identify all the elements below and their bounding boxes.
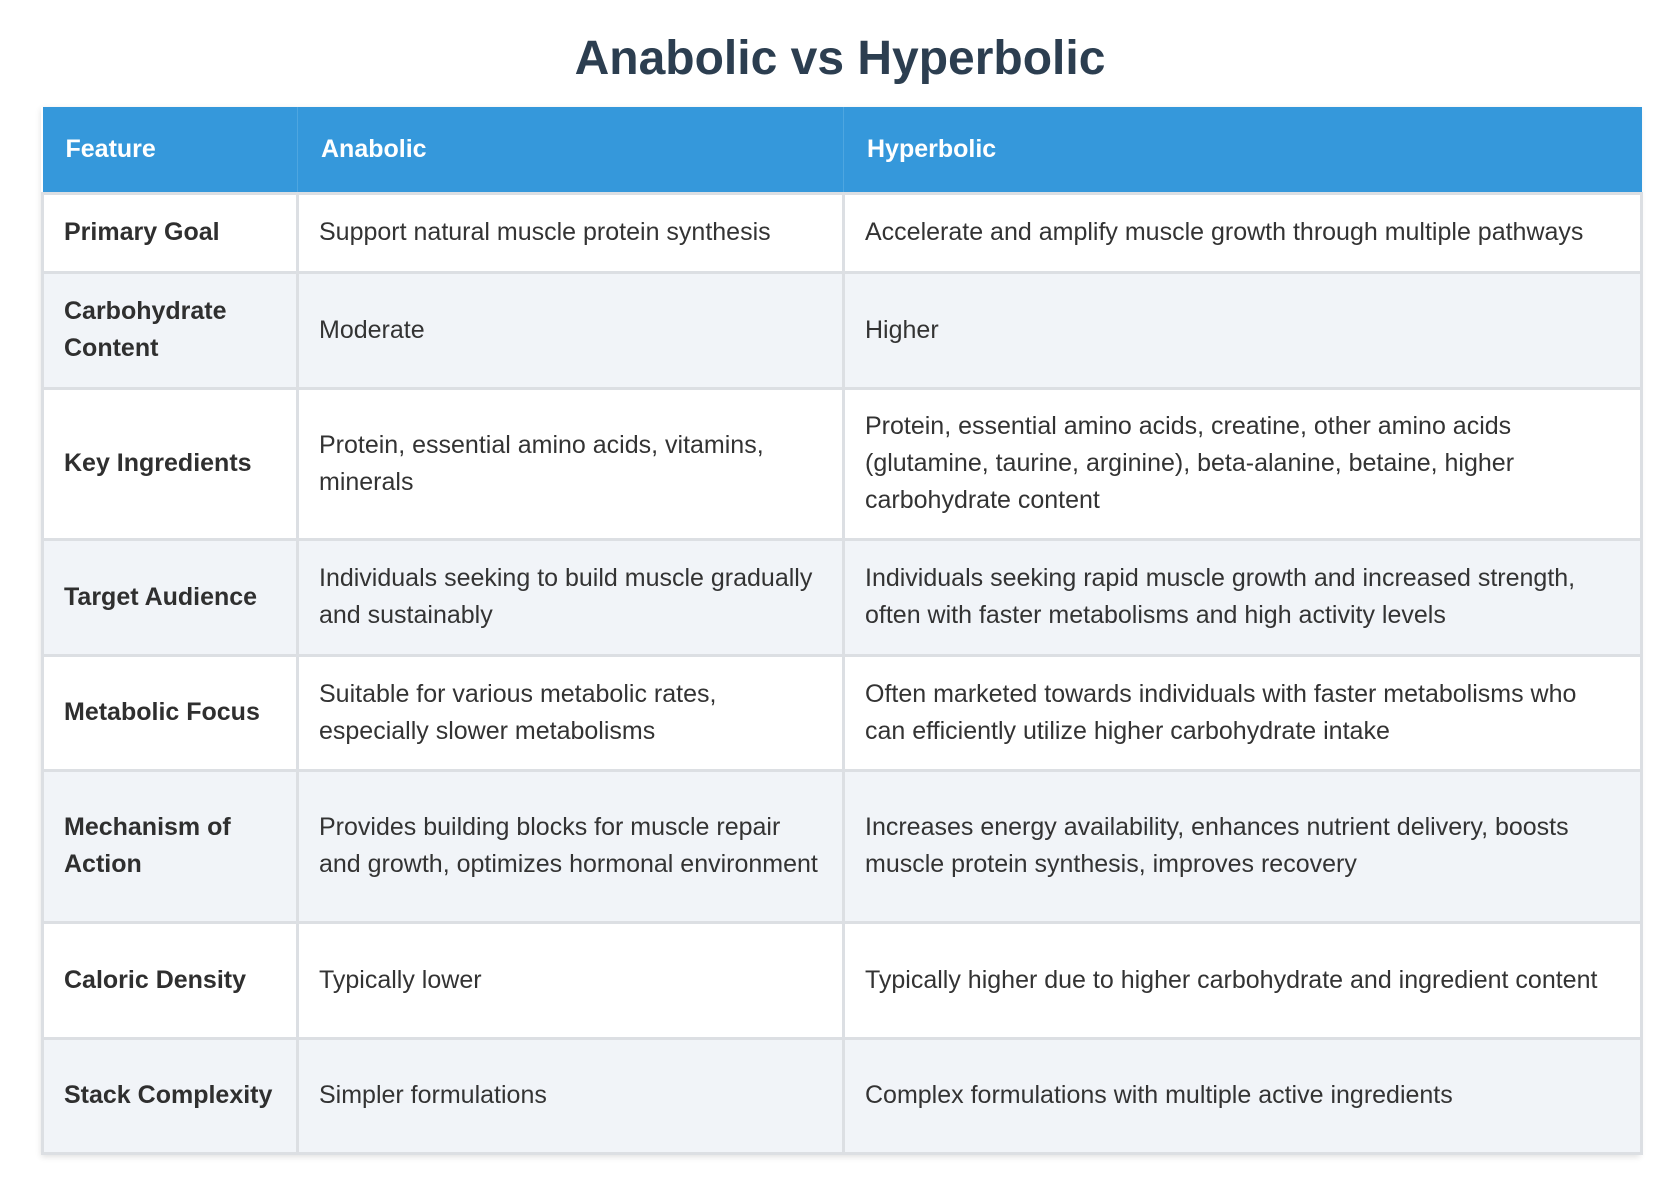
comparison-table [41,107,1643,1155]
header-feature: Feature [43,107,298,193]
anabolic-cell: Simpler formulations [298,1038,844,1153]
hyperbolic-cell: Individuals seeking rapid muscle growth and increased strength, often with faster metabolisms and high activity levels [844,539,1642,655]
header-anabolic: Anabolic [298,107,844,193]
table-row [43,388,1642,539]
feature-cell: Caloric Density [43,922,298,1038]
table-row [43,922,1642,1038]
table-header [43,107,1642,193]
feature-cell: Key Ingredients [43,388,298,539]
table-row [43,539,1642,655]
anabolic-cell: Individuals seeking to build muscle gradually and sustainably [298,539,844,655]
feature-cell: Target Audience [43,539,298,655]
feature-cell: Metabolic Focus [43,655,298,770]
hyperbolic-cell: Higher [844,272,1642,388]
feature-cell: Primary Goal [43,193,298,272]
table-row [43,272,1642,388]
anabolic-cell: Typically lower [298,922,844,1038]
anabolic-cell: Protein, essential amino acids, vitamins, minerals [298,388,844,539]
hyperbolic-cell: Typically higher due to higher carbohydrate and ingredient content [844,922,1642,1038]
comparison-table-container [41,107,1640,1155]
anabolic-cell: Moderate [298,272,844,388]
feature-cell: Stack Complexity [43,1038,298,1153]
header-row [43,107,1642,193]
anabolic-cell: Suitable for various metabolic rates, especially slower metabolisms [298,655,844,770]
hyperbolic-cell: Often marketed towards individuals with faster metabolisms who can efficiently utilize higher carbohydrate intake [844,655,1642,770]
table-body [43,193,1642,1153]
hyperbolic-cell: Complex formulations with multiple active ingredients [844,1038,1642,1153]
feature-cell: Carbohydrate Content [43,272,298,388]
hyperbolic-cell: Accelerate and amplify muscle growth through multiple pathways [844,193,1642,272]
hyperbolic-cell: Increases energy availability, enhances nutrient delivery, boosts muscle protein synthesis, improves recovery [844,770,1642,922]
table-row [43,655,1642,770]
anabolic-cell: Support natural muscle protein synthesis [298,193,844,272]
page-title: Anabolic vs Hyperbolic [574,32,1106,85]
feature-cell: Mechanism of Action [43,770,298,922]
hyperbolic-cell: Protein, essential amino acids, creatine, other amino acids (glutamine, taurine, arginine), beta-alanine, betaine, higher carbohydrate content [844,388,1642,539]
table-row [43,193,1642,272]
anabolic-cell: Provides building blocks for muscle repair and growth, optimizes hormonal environment [298,770,844,922]
header-hyperbolic: Hyperbolic [844,107,1642,193]
table-row [43,770,1642,922]
table-row [43,1038,1642,1153]
